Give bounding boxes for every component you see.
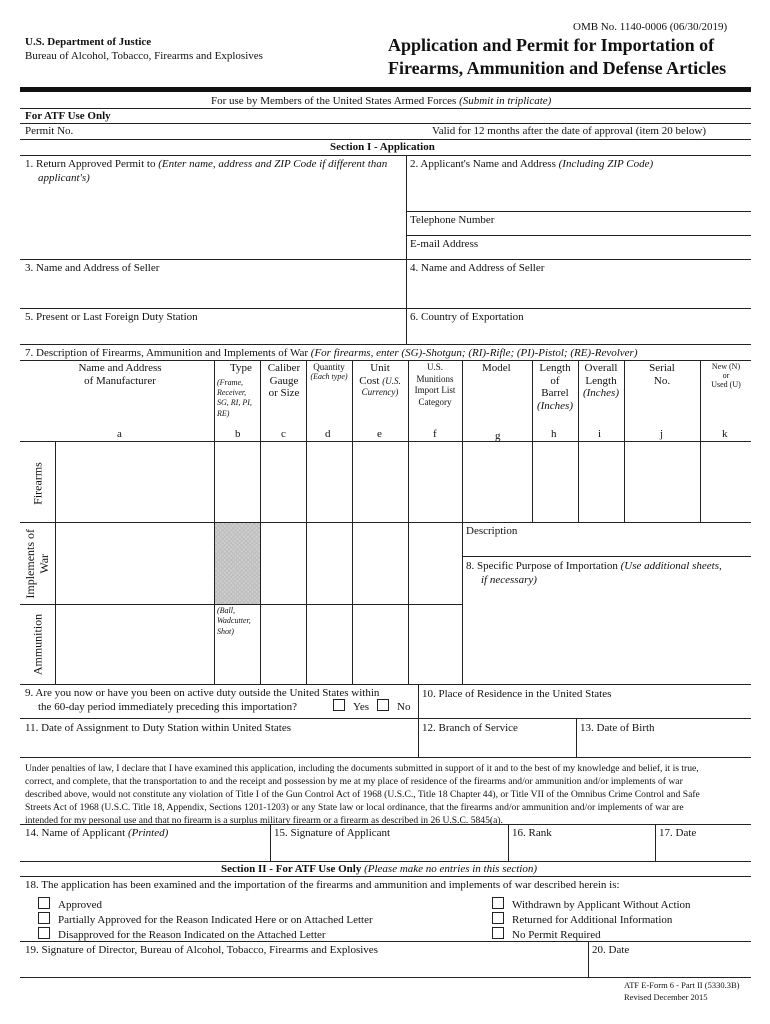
field-19-label[interactable]: 19. Signature of Director, Bureau of Alcohol, Tobacco, Firearms and Explosives bbox=[25, 944, 378, 956]
telephone-label[interactable]: Telephone Number bbox=[410, 214, 495, 226]
option-returned-checkbox[interactable] bbox=[492, 912, 504, 924]
field-9-yes-checkbox[interactable] bbox=[333, 699, 345, 711]
col-k-header: New (N) or Used (U) bbox=[711, 362, 741, 390]
col-letter-a: a bbox=[117, 428, 122, 440]
col-letter-b: b bbox=[235, 428, 241, 440]
col-d-header: Quantity (Each type) bbox=[310, 362, 348, 382]
col-letter-e: e bbox=[377, 428, 382, 440]
option-no-permit[interactable]: No Permit Required bbox=[492, 927, 601, 942]
option-returned[interactable]: Returned for Additional Information bbox=[492, 912, 672, 927]
section-2-title: Section II - For ATF Use Only (Please make no entries in this section) bbox=[221, 863, 538, 875]
use-line: For use by Members of the United States Armed Forces (Submit in triplicate) bbox=[211, 95, 552, 107]
col-letter-g: g bbox=[495, 430, 501, 442]
ammunition-row[interactable] bbox=[56, 605, 462, 684]
description-label[interactable]: Description bbox=[466, 525, 518, 537]
header-thick-rule bbox=[20, 87, 751, 92]
field-12-label[interactable]: 12. Branch of Service bbox=[422, 722, 518, 734]
section-1-title: Section I - Application bbox=[330, 141, 435, 153]
form-title-line1: Application and Permit for Importation of bbox=[388, 35, 715, 55]
field-1-label-cont: applicant's) bbox=[38, 172, 90, 184]
implements-row[interactable] bbox=[56, 523, 462, 604]
col-letter-c: c bbox=[281, 428, 286, 440]
col-e-header: Unit Cost (U.S. Currency) bbox=[359, 362, 401, 398]
col-letter-k: k bbox=[722, 428, 728, 440]
option-approved-checkbox[interactable] bbox=[38, 897, 50, 909]
col-a-header: Name and Address of Manufacturer bbox=[78, 362, 162, 387]
col-i-header: Overall Length (Inches) bbox=[582, 362, 620, 400]
field-11-label[interactable]: 11. Date of Assignment to Duty Station within United States bbox=[25, 722, 292, 734]
permit-no-label: Permit No. bbox=[25, 125, 74, 137]
option-disapproved[interactable]: Disapproved for the Reason Indicated on the Attached Letter bbox=[38, 927, 326, 942]
row-label-ammunition: Ammunition bbox=[30, 613, 45, 676]
field-14-label[interactable]: 14. Name of Applicant (Printed) bbox=[25, 827, 169, 839]
field-6-label[interactable]: 6. Country of Exportation bbox=[410, 311, 524, 323]
field-8-label-cont: if necessary) bbox=[481, 574, 537, 586]
field-20-label[interactable]: 20. Date bbox=[592, 944, 630, 956]
field-13-label[interactable]: 13. Date of Birth bbox=[580, 722, 655, 734]
atf-use-label: For ATF Use Only bbox=[25, 110, 111, 122]
col-letter-j: j bbox=[660, 428, 664, 440]
row-label-firearms: Firearms bbox=[30, 462, 45, 505]
field-16-label[interactable]: 16. Rank bbox=[512, 827, 552, 839]
field-18-label: 18. The application has been examined and the importation of the firearms and ammunition and implements of war described herein is: bbox=[25, 879, 620, 891]
col-letter-h: h bbox=[551, 428, 557, 440]
field-7-label: 7. Description of Firearms, Ammunition and Implements of War (For firearms, enter (SG)-Shotgun; (RI)-Rifle; (PI)-Pistol; (RE)-Revolver) bbox=[25, 347, 638, 359]
email-label[interactable]: E-mail Address bbox=[410, 238, 479, 250]
col-g-header: Model bbox=[482, 362, 511, 374]
row-label-implements: Implements of War bbox=[23, 528, 51, 599]
field-9-label: 9. Are you now or have you been on active duty outside the United States within bbox=[25, 687, 380, 699]
field-5-label[interactable]: 5. Present or Last Foreign Duty Station bbox=[25, 311, 198, 323]
option-approved[interactable]: Approved bbox=[38, 897, 102, 912]
option-no-permit-checkbox[interactable] bbox=[492, 927, 504, 939]
option-partially-approved-checkbox[interactable] bbox=[38, 912, 50, 924]
col-letter-f: f bbox=[433, 428, 437, 440]
field-9-yes[interactable]: Yes bbox=[333, 699, 369, 714]
col-f-header: U.S. Munitions Import List Category bbox=[414, 362, 456, 408]
ammo-type-note: (Ball, Wadcutter, Shot) bbox=[217, 606, 251, 636]
field-17-label[interactable]: 17. Date bbox=[659, 827, 697, 839]
field-1-label: 1. Return Approved Permit to (Enter name, address and ZIP Code if different than bbox=[25, 158, 388, 170]
field-9-no[interactable]: No bbox=[377, 699, 410, 714]
field-3-label[interactable]: 3. Name and Address of Seller bbox=[25, 262, 160, 274]
col-c-header: Caliber Gauge or Size bbox=[267, 362, 301, 400]
field-9-no-checkbox[interactable] bbox=[377, 699, 389, 711]
perjury-statement: Under penalties of law, I declare that I have examined this application, including the documents submitted in support of it and to the best of my knowledge and belief, it is true, correct, and complete, that the transportation to and the receipt and possession by me at my place of residence of the firearms and/or ammunition and/or implements of war described above, would not constitute any violation of Title I of the Gun Control Act of 1968 (U.S.C., Title 18 Chapter 44), or Title VII of the Omnibus Crime Control and Safe Streets Act of 1968 (U.S.C. Title 18, Appendix, Sections 1201-1203) or any State law or local ordinance, that the firearms and/or ammunition and/or implements of war are intended for my personal use and that no firearm is a surplus military firearm or a firearm as described in 26 U.S.C. 5845(a). bbox=[25, 763, 700, 826]
bureau: Bureau of Alcohol, Tobacco, Firearms and Explosives bbox=[25, 50, 263, 62]
option-disapproved-checkbox[interactable] bbox=[38, 927, 50, 939]
field-4-label[interactable]: 4. Name and Address of Seller bbox=[410, 262, 545, 274]
form-revised: Revised December 2015 bbox=[624, 992, 708, 1002]
option-partially-approved[interactable]: Partially Approved for the Reason Indicated Here or on Attached Letter bbox=[38, 912, 373, 927]
field-9-label-cont: the 60-day period immediately preceding this importation? bbox=[38, 701, 298, 713]
option-withdrawn-checkbox[interactable] bbox=[492, 897, 504, 909]
col-letter-d: d bbox=[325, 428, 331, 440]
field-8-label[interactable]: 8. Specific Purpose of Importation (Use additional sheets, bbox=[466, 560, 722, 572]
firearms-row[interactable] bbox=[56, 442, 751, 522]
field-10-label[interactable]: 10. Place of Residence in the United States bbox=[422, 688, 612, 700]
col-b-header: Type (Frame, Receiver, SG, RI, PI, RE) bbox=[217, 362, 252, 418]
col-j-header: Serial No. bbox=[649, 362, 675, 387]
field-2-label: 2. Applicant's Name and Address (Including ZIP Code) bbox=[410, 158, 654, 170]
field-15-label[interactable]: 15. Signature of Applicant bbox=[274, 827, 391, 839]
form-title-line2: Firearms, Ammunition and Defense Articles bbox=[388, 58, 727, 78]
form-number: ATF E-Form 6 - Part II (5330.3B) bbox=[624, 980, 740, 990]
option-withdrawn[interactable]: Withdrawn by Applicant Without Action bbox=[492, 897, 691, 912]
omb-number: OMB No. 1140-0006 (06/30/2019) bbox=[573, 21, 728, 33]
col-letter-i: i bbox=[598, 428, 602, 440]
col-h-header: Length of Barrel (Inches) bbox=[536, 362, 574, 412]
department: U.S. Department of Justice bbox=[25, 36, 152, 48]
valid-note: Valid for 12 months after the date of approval (item 20 below) bbox=[432, 125, 707, 137]
